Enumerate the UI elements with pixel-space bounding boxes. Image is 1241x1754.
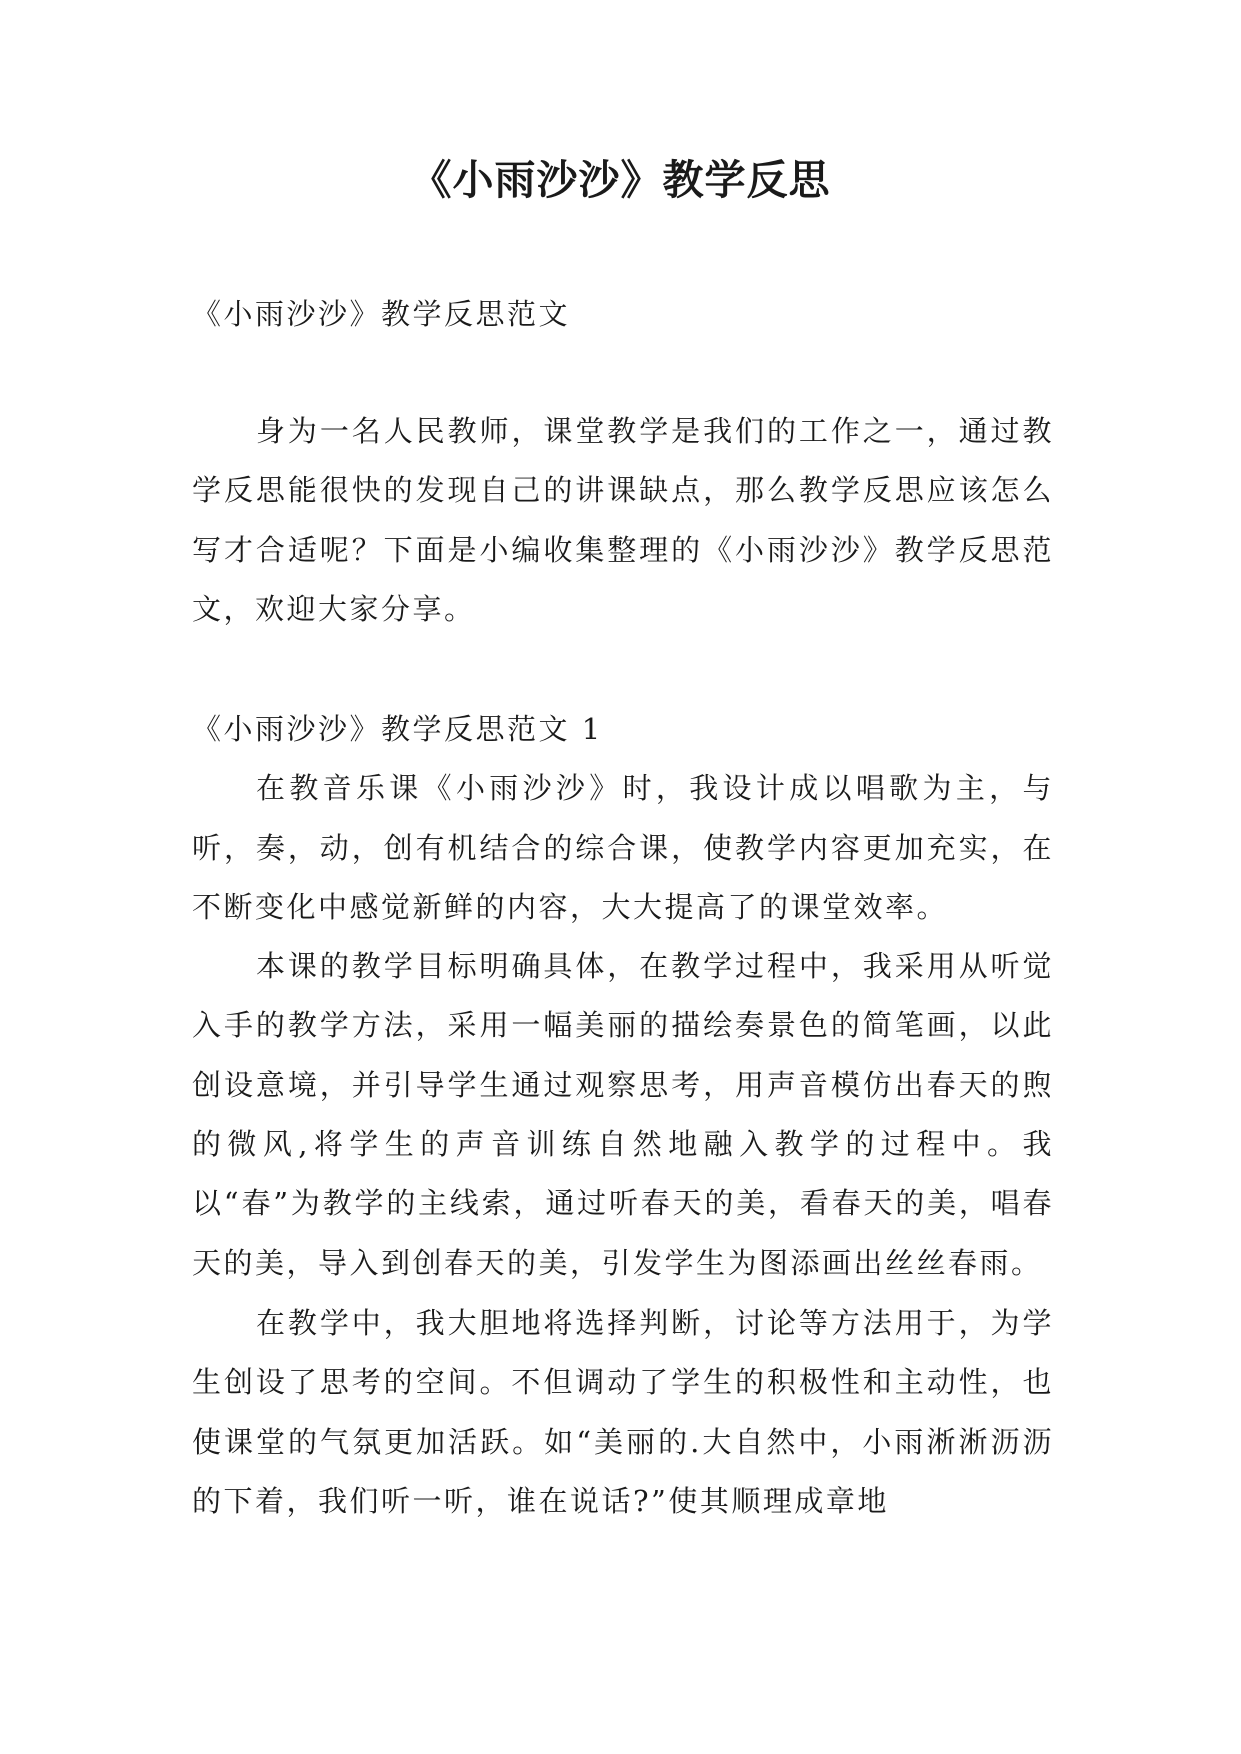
document-subtitle: 《小雨沙沙》教学反思范文 <box>192 297 571 331</box>
section-heading: 《小雨沙沙》教学反思范文 1 <box>192 712 603 746</box>
document-title: 《小雨沙沙》教学反思 <box>410 156 831 204</box>
section-1 <box>192 700 1054 1531</box>
body-paragraph: 在教学中，我大胆地将选择判断，讨论等方法用于，为学生创设了思考的空间。不但调动了学生的积极性和主动性，也使课堂的气氛更加活跃。如“美丽的.大自然中，小雨淅淅沥沥的下着，我们听一听，谁在说话?”使其顺理成章地 <box>192 1305 1054 1518</box>
body-paragraph: 本课的教学目标明确具体，在教学过程中，我采用从听觉入手的教学方法，采用一幅美丽的描绘奏景色的简笔画，以此创设意境，并引导学生通过观察思考，用声音模仿出春天的煦的微风,将学生的声音训练自然地融入教学的过程中。我以“春”为教学的主线索，通过听春天的美，看春天的美，唱春天的美，导入到创春天的美，引发学生为图添画出丝丝春雨。 <box>192 949 1054 1280</box>
intro-paragraph: 身为一名人民教师，课堂教学是我们的工作之一，通过教学反思能很快的发现自己的讲课缺点，那么教学反思应该怎么写才合适呢？下面是小编收集整理的《小雨沙沙》教学反思范文，欢迎大家分享。 <box>192 414 1054 626</box>
body-paragraph: 在教音乐课《小雨沙沙》时，我设计成以唱歌为主，与听，奏，动，创有机结合的综合课，使教学内容更加充实，在不断变化中感觉新鲜的内容，大大提高了的课堂效率。 <box>192 771 1054 924</box>
